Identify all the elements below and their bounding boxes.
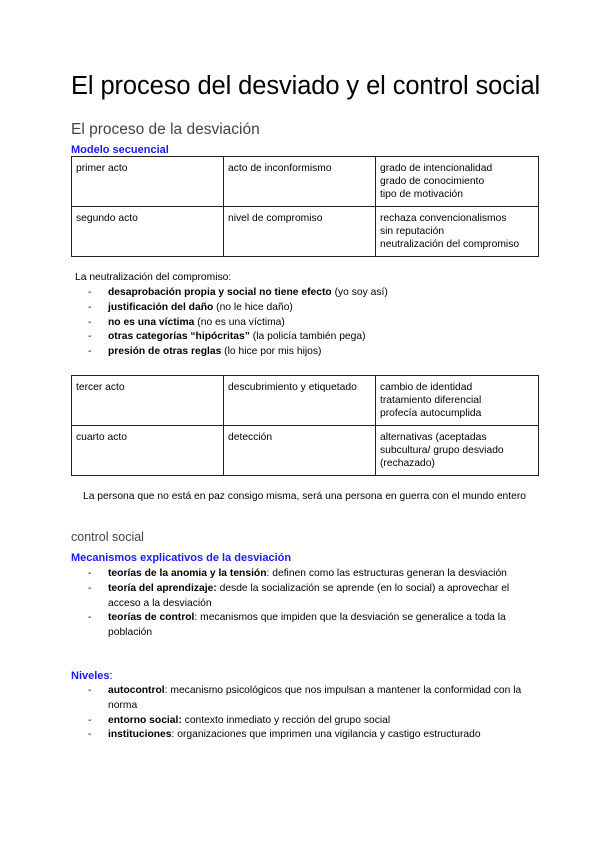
niveles-colon: : [109,670,113,682]
table-cell-act: segundo acto [72,207,224,257]
detail-line: cambio de identidad [380,382,473,393]
list-item [88,286,528,301]
sequential-model-table-1 [71,156,539,257]
dash-bullet-icon: - [88,331,92,343]
detail-line: (rechazado) [380,458,435,469]
dash-bullet-icon: - [88,301,92,313]
table-row [72,157,539,207]
item-example: (yo soy así) [331,287,388,298]
item-term: instituciones [108,729,172,741]
item-description: : organizaciones que imprimen una vigilancia y castigo estructurado [171,729,481,741]
table-row [72,376,539,426]
item-description: : mecanismos que impiden que la desviación se generalice a toda la población [108,612,506,639]
neutralization-list [88,286,528,360]
table-cell-concept: acto de inconformismo [224,157,376,207]
table-cell-concept: descubrimiento y etiquetado [224,376,376,426]
quote-paragraph: La persona que no está en paz consigo misma, será una persona en guerra con el mundo entero [82,491,527,502]
table-cell-act: tercer acto [72,376,224,426]
section-heading-control-social: control social [71,530,144,544]
section-heading-proceso: El proceso de la desviación [71,121,260,138]
dash-bullet-icon: - [88,568,92,579]
item-description: : mecanismo psicológicos que nos impulsan a mantener la conformidad con la norma [108,685,522,711]
dash-bullet-icon: - [88,714,92,726]
list-item [88,714,528,729]
label-niveles [71,670,113,682]
dash-bullet-icon: - [88,729,92,741]
table-cell-act: primer acto [72,157,224,207]
list-item [88,345,528,360]
label-modelo-secuencial: Modelo secuencial [71,144,169,156]
niveles-text: Niveles [71,670,110,682]
detail-line: sin reputación [380,226,445,237]
item-example: (lo hice por mis hijos) [221,346,322,358]
document-title: El proceso del desviado y el control social [71,72,541,100]
item-description: : definen como las estructuras generan la desviación [266,568,507,579]
item-term: autocontrol [108,685,165,696]
table-cell-concept: detección [224,426,376,476]
detail-line: grado de intencionalidad [380,163,493,174]
dash-bullet-icon: - [88,685,92,696]
sequential-model-table-2 [71,375,539,476]
item-term: teorías de control [108,612,195,624]
item-example: (la policía también pega) [249,331,366,343]
list-item [88,582,528,612]
detail-line: profecía autocumplida [380,408,482,419]
detail-line: grado de conocimiento [380,176,485,187]
detail-line: tipo de motivación [380,189,463,200]
detail-line: subcultura/ grupo desviado [380,445,504,456]
table-cell-details [376,376,539,426]
list-item [88,728,528,743]
item-description: desde la socialización se aprende (en lo social) a aprovechar el acceso a la desviación [108,582,510,609]
dash-bullet-icon: - [88,582,92,594]
list-item [88,567,528,582]
dash-bullet-icon: - [88,287,92,298]
table-row [72,426,539,476]
list-item [88,684,528,714]
list-item [88,330,528,345]
levels-list [88,684,528,743]
list-item [88,611,528,641]
table-row [72,207,539,257]
table-cell-concept: nivel de compromiso [224,207,376,257]
mechanisms-list [88,567,528,641]
table-cell-details [376,426,539,476]
item-term: otras categorías “hipócritas” [108,331,250,343]
label-mecanismos: Mecanismos explicativos de la desviación [71,552,292,564]
dash-bullet-icon: - [88,316,92,328]
detail-line: tratamiento diferencial [380,395,482,406]
item-term: teorías de la anomia y la tensión [108,568,267,579]
list-item [88,316,528,331]
item-term: desaprobación propia y social no tiene efecto [108,287,332,298]
item-description: contexto inmediato y rección del grupo social [181,714,391,726]
item-term: justificación del daño [108,301,214,313]
item-term: no es una víctima [108,316,195,328]
table-cell-details [376,157,539,207]
item-term: teoría del aprendizaje: [108,582,217,594]
item-example: (no es una víctima) [194,316,285,328]
item-example: (no le hice daño) [213,301,293,313]
dash-bullet-icon: - [88,346,92,358]
detail-line: alternativas (aceptadas [380,432,487,443]
detail-line: rechaza convencionalismos [380,213,507,224]
table-cell-act: cuarto acto [72,426,224,476]
item-term: entorno social: [108,714,182,726]
detail-line: neutralización del compromiso [380,239,520,250]
neutralization-intro: La neutralización del compromiso: [75,272,232,283]
table-cell-details [376,207,539,257]
dash-bullet-icon: - [88,612,92,624]
item-term: presión de otras reglas [108,346,222,358]
list-item [88,301,528,316]
